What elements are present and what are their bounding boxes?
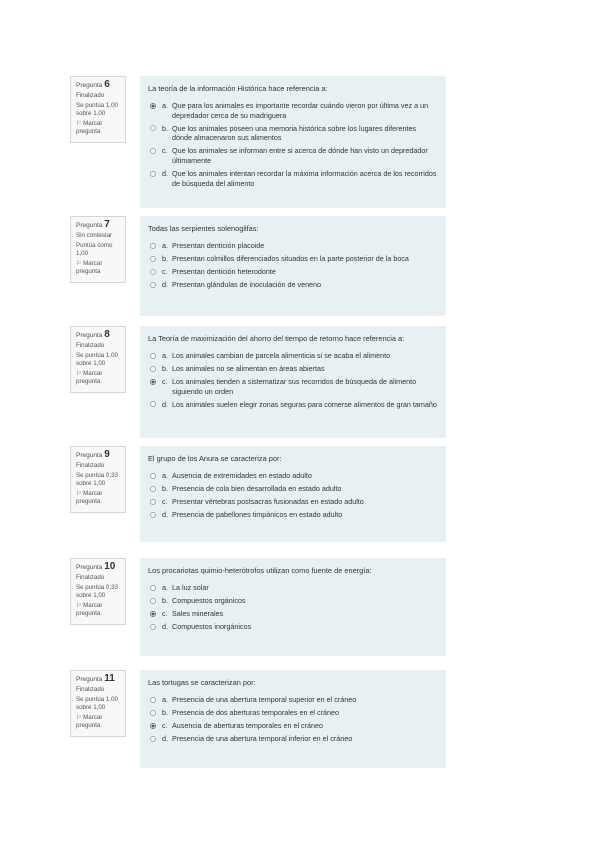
question-number-value: 11 [104, 673, 115, 684]
question-status: Finalizado [76, 686, 105, 693]
answer-option[interactable] [150, 708, 438, 718]
flag-question-link[interactable] [76, 602, 120, 618]
question-number-value: 9 [104, 449, 110, 460]
radio-button[interactable] [150, 710, 156, 716]
option-text: Presentan colmillos diferenciados situados en la parte posterior de la boca [172, 254, 409, 264]
question-label: Pregunta [76, 676, 103, 683]
option-letter: d. [162, 734, 168, 744]
question-status: Finalizado [76, 342, 105, 349]
option-text: Presencia de una abertura temporal inferior en el cráneo [172, 734, 353, 744]
answer-option[interactable] [150, 471, 438, 481]
question-status: Sin contestar [76, 232, 113, 239]
answer-option[interactable] [150, 169, 438, 188]
radio-button[interactable] [150, 125, 156, 131]
answer-option[interactable] [150, 497, 438, 507]
option-letter: b. [162, 123, 168, 133]
question-info-panel [70, 326, 126, 393]
radio-button[interactable] [150, 103, 156, 109]
radio-button[interactable] [150, 512, 156, 518]
radio-button[interactable] [150, 379, 156, 385]
option-letter: d. [162, 510, 168, 520]
option-letter: a. [162, 583, 168, 592]
option-letter: b. [162, 364, 168, 374]
question-number-value: 6 [104, 79, 110, 90]
option-text: Ausencia de aberturas temporales en el cráneo [172, 721, 324, 731]
option-letter: b. [162, 484, 168, 494]
question-content [140, 326, 446, 438]
radio-button[interactable] [150, 598, 156, 604]
question-text: La Teoría de maximización del ahorro del tiempo de retorno hace referencia a: [148, 334, 405, 343]
question-info-panel [70, 216, 126, 283]
answer-option[interactable] [150, 364, 438, 374]
radio-button[interactable] [150, 282, 156, 288]
flag-question-link[interactable] [76, 120, 120, 136]
question-text: Los procariotas quimio-heterótrofos utilizan como fuente de energía: [148, 566, 372, 575]
option-text: Que para los animales es importante recordar cuándo vieron por última vez a un depredador cerca de su madriguera [172, 101, 429, 120]
option-text: Presencia de cola bien desarrollada en estado adulto [172, 484, 342, 494]
question-text: La teoría de la información Histórica hace referencia a: [148, 84, 328, 93]
flag-question-label: Marcar pregunta [76, 370, 103, 385]
flag-question-link[interactable] [76, 370, 120, 386]
option-text: Que los animales se informan entre si acerca de dónde han visto un depredador últimamente [172, 146, 428, 165]
flag-question-label: Marcar pregunta [76, 120, 103, 135]
option-text: Presentan glándulas de inoculación de veneno [172, 280, 322, 290]
question-status: Finalizado [76, 574, 105, 581]
answer-option[interactable] [150, 351, 438, 361]
option-text: Los animales no se alimentan en áreas abiertas [172, 364, 325, 374]
answer-option[interactable] [150, 241, 438, 251]
answer-option[interactable] [150, 280, 438, 290]
option-letter: c. [162, 267, 168, 277]
option-letter: c. [162, 146, 168, 156]
answer-option[interactable] [150, 400, 438, 410]
question-number-value: 8 [104, 329, 110, 340]
question-number [76, 675, 120, 684]
option-text: Sales minerales [172, 609, 224, 619]
option-text: Presentan dentición placoide [172, 241, 265, 250]
option-letter: d. [162, 399, 168, 409]
flag-question-label: Marcar pregunta [76, 260, 103, 275]
radio-button[interactable] [150, 611, 156, 617]
question-info-panel [70, 76, 126, 143]
radio-button[interactable] [150, 366, 156, 372]
question-score: Se puntúa 0,33 sobre 1,00 [76, 584, 118, 599]
answer-option[interactable] [150, 734, 438, 744]
question-label: Pregunta [76, 332, 103, 339]
option-text: Presentar vértebras postsacras fusionadas en estado adulto [172, 497, 364, 507]
answer-option[interactable] [150, 510, 438, 520]
flag-icon: ⚐ [76, 715, 82, 721]
question-content [140, 76, 446, 208]
option-text: Presencia de pabellones timpánicos en estado adulto [172, 510, 343, 520]
question-score: Puntúa como 1,00 [76, 242, 113, 257]
answer-option[interactable] [150, 377, 438, 396]
answer-option[interactable] [150, 695, 438, 705]
flag-icon: ⚐ [76, 603, 82, 609]
option-letter: c. [162, 377, 168, 387]
question-text: Todas las serpientes solenoglifas: [148, 224, 259, 233]
question-content [140, 446, 446, 542]
question-score: Se puntúa 1,00 sobre 1,00 [76, 696, 118, 711]
flag-icon: ⚐ [76, 491, 82, 497]
option-text: Ausencia de extremidades en estado adulto [172, 471, 312, 480]
radio-button[interactable] [150, 723, 156, 729]
question-status: Finalizado [76, 92, 105, 99]
radio-button[interactable] [150, 171, 156, 177]
radio-button[interactable] [150, 697, 156, 703]
flag-question-label: Marcar pregunta [76, 714, 103, 729]
option-text: La luz solar [172, 583, 209, 592]
flag-question-link[interactable] [76, 490, 120, 506]
question-number [76, 331, 120, 340]
question-number-value: 10 [104, 561, 116, 572]
answer-option[interactable] [150, 267, 438, 277]
option-letter: a. [162, 241, 168, 250]
answer-option[interactable] [150, 596, 438, 606]
question-content [140, 670, 446, 768]
option-letter: c. [162, 497, 168, 507]
question-status: Finalizado [76, 462, 105, 469]
answer-option[interactable] [150, 484, 438, 494]
question-label: Pregunta [76, 82, 103, 89]
answer-option[interactable] [150, 101, 438, 120]
flag-icon: ⚐ [76, 121, 82, 127]
question-text: Las tortugas se caracterizan por: [148, 678, 256, 687]
question-score: Se puntúa 1,00 sobre 1,00 [76, 102, 118, 117]
flag-icon: ⚐ [76, 371, 82, 377]
question-info-panel [70, 670, 126, 737]
question-number [76, 221, 120, 230]
option-text: Los animales suelen elegir zonas seguras para comerse alimentos de gran tamaño [172, 399, 437, 409]
radio-button[interactable] [150, 243, 156, 249]
option-letter: b. [162, 254, 168, 264]
flag-question-label: Marcar pregunta [76, 490, 103, 505]
answer-option[interactable] [150, 622, 438, 632]
question-score: Se puntúa 0,33 sobre 1,00 [76, 472, 118, 487]
radio-button[interactable] [150, 736, 156, 742]
option-letter: d. [162, 280, 168, 290]
question-content [140, 558, 446, 656]
option-text: Los animales cambian de parcela alimenticia si se acaba el alimento [172, 351, 391, 360]
option-text: Presentan dentición heterodonte [172, 267, 276, 277]
option-letter: a. [162, 471, 168, 480]
radio-button[interactable] [150, 148, 156, 154]
answer-option[interactable] [150, 124, 438, 143]
option-letter: d. [162, 169, 168, 179]
option-letter: b. [162, 708, 168, 718]
answer-option[interactable] [150, 583, 438, 593]
answer-option[interactable] [150, 254, 438, 264]
option-text: Compuestos inorgánicos [172, 622, 252, 632]
flag-question-label: Marcar pregunta [76, 602, 103, 617]
flag-question-link[interactable] [76, 714, 120, 730]
answer-option[interactable] [150, 609, 438, 619]
option-letter: a. [162, 351, 168, 360]
radio-button[interactable] [150, 499, 156, 505]
question-label: Pregunta [76, 564, 103, 571]
question-info-panel [70, 558, 126, 625]
radio-button[interactable] [150, 486, 156, 492]
question-number [76, 563, 120, 572]
flag-question-link[interactable] [76, 260, 120, 276]
question-content [140, 216, 446, 316]
radio-button[interactable] [150, 401, 156, 407]
answer-option[interactable] [150, 721, 438, 731]
radio-button[interactable] [150, 624, 156, 630]
option-text: Que los animales intentan recordar la máxima información acerca de los recorridos de búsqueda del alimento [172, 169, 437, 188]
option-letter: a. [162, 101, 168, 110]
option-text: Presencia de una abertura temporal superior en el cráneo [172, 695, 357, 704]
radio-button[interactable] [150, 585, 156, 591]
question-score: Se puntúa 1,00 sobre 1,00 [76, 352, 118, 367]
option-text: Compuestos orgánicos [172, 596, 246, 606]
question-text: El grupo de los Anura se caracteriza por: [148, 454, 282, 463]
option-letter: a. [162, 695, 168, 704]
option-letter: c. [162, 721, 168, 731]
question-number [76, 81, 120, 90]
radio-button[interactable] [150, 353, 156, 359]
radio-button[interactable] [150, 256, 156, 262]
option-letter: d. [162, 622, 168, 632]
option-text: Que los animales poseen una memoria histórica sobre los lugares diferentes dónde almacenaron sus alimentos [172, 123, 417, 143]
question-label: Pregunta [76, 222, 103, 229]
question-info-panel [70, 446, 126, 513]
radio-button[interactable] [150, 269, 156, 275]
question-number-value: 7 [104, 219, 110, 230]
question-label: Pregunta [76, 452, 103, 459]
answer-option[interactable] [150, 146, 438, 165]
option-text: Presencia de dos aberturas temporales en el cráneo [172, 708, 340, 718]
question-number [76, 451, 120, 460]
option-text: Los animales tienden a sistematizar sus recorridos de búsqueda de alimento siguiendo un orden [172, 377, 417, 396]
radio-button[interactable] [150, 473, 156, 479]
option-letter: b. [162, 596, 168, 606]
flag-icon: ⚐ [76, 261, 82, 267]
option-letter: c. [162, 609, 168, 619]
